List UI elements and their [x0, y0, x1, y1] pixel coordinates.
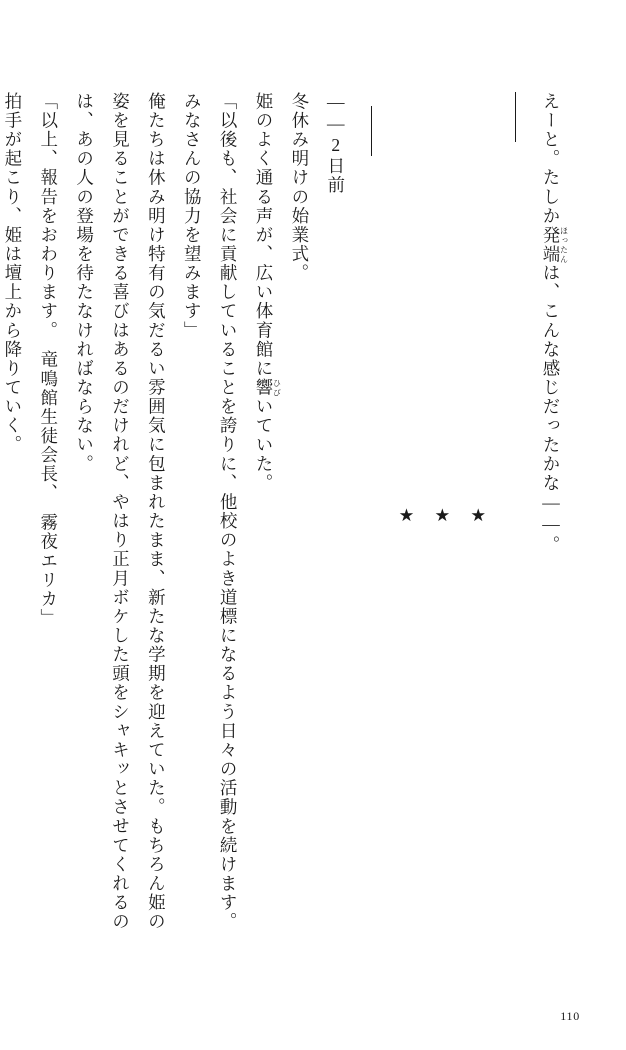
ruby-hottan: 発端ほったん: [541, 225, 569, 264]
divider-line-top: [515, 92, 516, 142]
paragraph-8: 拍手が起こり、姫は壇上から降りていく。: [2, 92, 23, 455]
page-number: 110: [560, 1009, 580, 1023]
star-1: ★: [469, 506, 490, 528]
paragraph-2: ――2日前: [325, 92, 346, 195]
star-3: ★: [397, 506, 418, 528]
paragraph-5: 「以後も、社会に貢献していることを誇りに、他校のよき道標になるよう日々の活動を続けます。みなさんの協力を望みます」: [182, 92, 239, 932]
ruby-reading: ひび: [272, 378, 282, 398]
paragraph-4: 姫のよく通る声が、広い体育館に響ひびいていた。: [254, 92, 282, 493]
ruby-reading: ほったん: [559, 225, 569, 264]
paragraph-3: 冬休み明けの始業式。: [289, 92, 310, 283]
page-body-vertical-text: [2, 92, 569, 942]
star-2: ★: [433, 506, 454, 528]
scene-break-stars: [353, 92, 532, 942]
divider-line-bottom: [371, 106, 372, 156]
paragraph-7: 「以上、報告をおわります。 竜鳴館生徒会長、 霧夜エリカ」: [38, 92, 59, 628]
ruby-hibi: 響ひび: [254, 378, 282, 398]
paragraph-6: 俺たちは休み明け特有の気だるい雰囲気に包まれたまま、新たな学期を迎えていた。もちろん姫の姿を見ることができる喜びはあるのだけれど、やはり正月ボケした頭をシャキッとさせてくれるのは、あの人の登場を待たなければならない。: [74, 92, 167, 932]
paragraph-1: えーと。たしか発端ほったんは、こんな感じだったかな――。: [541, 92, 569, 555]
